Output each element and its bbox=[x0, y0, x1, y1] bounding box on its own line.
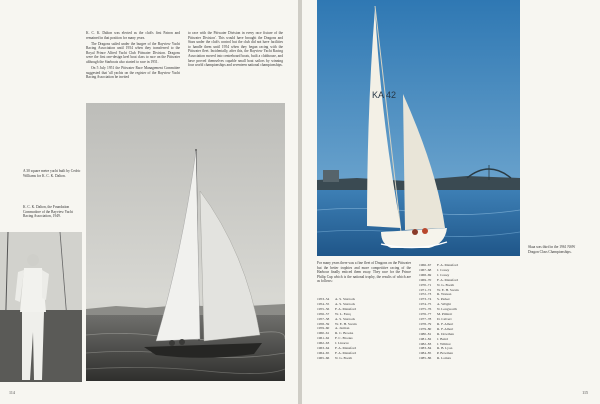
result-row: 1956–57 W. L. Fenq bbox=[317, 311, 351, 316]
result-row: 1972–73 R. Watson bbox=[419, 292, 452, 297]
caption-skua: Skua was third in the 1961 NSW Dragon Class Championships. bbox=[528, 245, 576, 254]
result-row: 1963–64 F. A. Mansford bbox=[317, 346, 357, 351]
result-row: 1982–83 J. Wilmot bbox=[419, 341, 451, 346]
paragraph: K. C. K. Dalton was elected as the club's first Patron and remained in that position for many years. bbox=[86, 31, 180, 40]
dragon-yacht-photo bbox=[317, 0, 520, 256]
result-row: 1967–68 J. Coney bbox=[419, 267, 450, 272]
result-row: 1976–77 M. Pimlott bbox=[419, 312, 453, 317]
result-row: 1980–81 R. Dowthan bbox=[419, 331, 454, 336]
result-row: 1969–70 F. A. Mansford bbox=[419, 277, 459, 282]
result-row: 1979–80 R. F. Albert bbox=[419, 326, 454, 331]
page-number: 114 bbox=[9, 390, 15, 395]
result-row: 1968–69 J. Coney bbox=[419, 272, 450, 277]
results-column-2 bbox=[419, 263, 471, 361]
result-row: 1975–76 N. Longworth bbox=[419, 307, 457, 312]
yacht-photo bbox=[86, 103, 285, 381]
result-row: 1981–82 J. Baird bbox=[419, 336, 448, 341]
intro-paragraph: For many years there was a fine fleet of Dragons on the Pittwater but the better trophies and more competitive racing of the Harbour finally enticed them away. They race for the Prince Philip Cup which is the national trophy, the results of which are as follows: bbox=[317, 261, 411, 284]
result-row: 1960–61 R. C. Brooks bbox=[317, 331, 354, 336]
caption-yacht: A 30 square metre yacht built by Cedric Williams for K. C. K. Dalton. bbox=[23, 169, 81, 178]
result-row: 1983–84 R. B. Lyon bbox=[419, 346, 453, 351]
result-row: 1966–67 F. A. Mansford bbox=[419, 263, 459, 267]
result-row: 1971–72 W. E. H. Swain bbox=[419, 287, 459, 292]
result-row: 1970–71 N. G. Booth bbox=[419, 282, 455, 287]
result-row: 1954–55 A. S. Sturrock bbox=[317, 301, 356, 306]
right-page bbox=[302, 0, 600, 404]
result-row: 1985–86 R. Lomax bbox=[419, 356, 451, 361]
result-row: 1955–56 F. A. Mansford bbox=[317, 306, 357, 311]
result-row: 1957–58 A. S. Sturrock bbox=[317, 316, 356, 321]
results-column-1 bbox=[317, 297, 369, 361]
result-row: 1964–65 F. A. Mansford bbox=[317, 350, 357, 355]
caption-dalton: K. C. K. Dalton, the Foundation Commodore of the Bayview Yacht Racing Association, 1949. bbox=[23, 205, 73, 219]
result-row: 1962–63 J. Linacre bbox=[317, 341, 349, 346]
result-row: 1974–75 A. Wright bbox=[419, 302, 451, 307]
result-row: 1984–85 P. Bowman bbox=[419, 351, 453, 356]
result-row: 1977–78 D. Calvert bbox=[419, 316, 452, 321]
result-row: 1961–62 F. C. Brooks bbox=[317, 336, 353, 341]
paragraph: On 5 July 1951 the Pittwater Race Management Committee suggested that 'all yachts on the register of the Bayview Yacht Racing Association be invited bbox=[86, 66, 180, 80]
result-row: 1958–59 W. E. H. Swain bbox=[317, 321, 357, 326]
portrait-photo bbox=[0, 232, 82, 382]
result-row: 1978–79 R. F. Albert bbox=[419, 321, 454, 326]
result-row: 1953–54 A. S. Sturrock bbox=[317, 297, 356, 301]
result-row: 1965–66 N. G. Booth bbox=[317, 355, 353, 360]
page-number: 115 bbox=[582, 390, 588, 395]
sail-number: KA 42 bbox=[372, 90, 397, 100]
left-text-column-2 bbox=[188, 31, 283, 69]
left-page bbox=[0, 0, 298, 404]
result-row: 1959–60 A. Jarman bbox=[317, 326, 350, 331]
left-text-column-1 bbox=[86, 31, 180, 81]
paragraph: to race with the Pittwater Division in every race fixture of the Pittwater Division'. This would have brought the Dragons and Stars under the club's control but the club did not have facilities to handle them until 1954 when they began racing with the Pittwater fleet. Incidentally, after this, the Bayview Yacht Racing Association moved into centreboard boats, built a clubhouse, and have proved themselves capable small boat sailors by winning four world championships and seventeen national championships. bbox=[188, 31, 283, 68]
result-row: 1973–74 S. Parker bbox=[419, 297, 450, 302]
paragraph: The Dragons sailed under the burgee of the Bayview Yacht Racing Association until 1954 when they transferred to the Royal Prince Alfred Yacht Club Pittwater Division. Dragons were the first one-design keel boat class to race on the Pittwater although the Starboats also started to race in 1951. bbox=[86, 41, 180, 65]
